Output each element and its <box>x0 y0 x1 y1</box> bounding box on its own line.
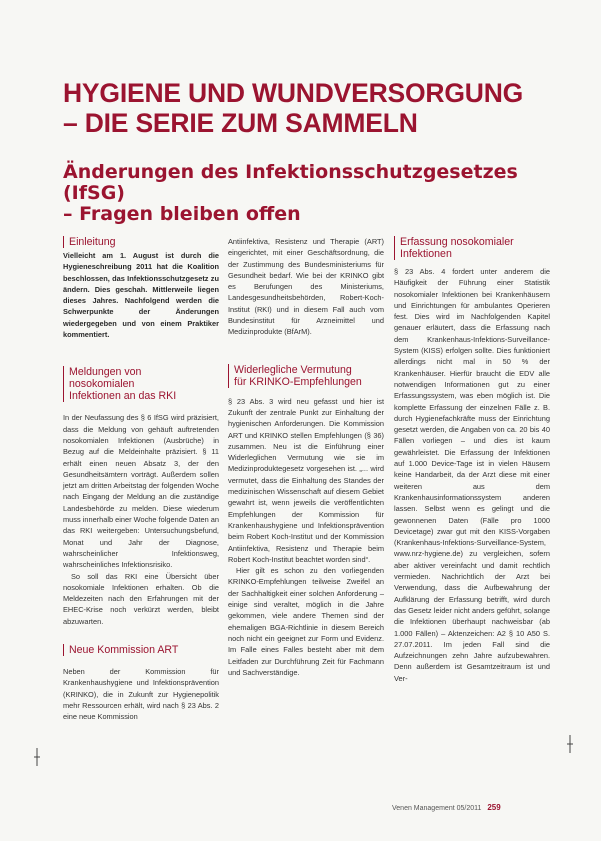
section-vermutung <box>228 364 384 678</box>
heading-line: für KRINKO-Empfehlungen <box>234 375 362 388</box>
column-1 <box>63 236 219 723</box>
section-body: So soll das RKI eine Übersicht über nosokomiale Infektionen erhalten. Ob die Meldezeiten nach den Erfahrungen mit der EHEC-Krise noch verkürzt werden, bleibt abzuwarten. <box>63 571 219 626</box>
subtitle-line-2: – Fragen bleiben offen <box>63 203 301 225</box>
title-line-2: – DIE SERIE ZUM SAMMELN <box>63 108 418 138</box>
section-einleitung <box>63 236 219 340</box>
crop-mark-icon <box>567 735 573 753</box>
subtitle-line-1: Änderungen des Infektionsschutzgesetzes (IfSG) <box>63 161 518 204</box>
section-heading <box>228 364 384 388</box>
section-body: § 23 Abs. 3 wird neu gefasst und hier ist Zukunft der zentrale Punkt zur Einhaltung der hygienischen Anforderungen. Die Kommission ART und KRINKO stellen Empfehlungen (§ 36) zusammen. Neu ist die Einführung einer Widerleglichen Vermutung wie sie im Medizinproduktegesetz vorgesehen ist. „... wird vermutet, dass die Einhaltung des Standes der medizinischen Wissenschaft auf diesem Gebiet gewahrt ist, wenn jeweils die veröffentlichten Empfehlungen der Kommission für Krankenhaushygiene und Infektionsprävention beim Robert Koch-Institut und der Kommission Antiinfektiva, Resistenz und Therapie beim Robert Koch-Institut beachtet worden sind“. <box>228 396 384 564</box>
section-heading: Einleitung <box>63 236 219 248</box>
section-body: Neben der Kommission für Krankenhaushygiene und Infektionsprävention (KRINKO), die in Zukunft zur Hygienepolitik mehr Ressourcen erhält, wird nach § 23 Abs. 2 eine neue Kommission <box>63 667 219 722</box>
article-subtitle <box>63 162 563 225</box>
crop-mark-icon <box>34 748 40 766</box>
heading-line: Meldungen von <box>69 366 142 379</box>
section-body: Antiinfektiva, Resistenz und Therapie (ART) eingerichtet, mit einer Geschäftsordnung, die der Zustimmung des Bundesministeriums für Gesundheit bedarf. Wie bei der KRINKO gibt es Berufungen des Ministeriums, Landesgesundheitsbehörden, Robert-Koch-Institut (RKI) und in diesem Fall auch vom Bundesinstitut für Arzneimittel und Medizinprodukte (BfArM). <box>228 237 384 337</box>
journal-name: Venen Management 05/2011 <box>392 805 482 812</box>
section-body: In der Neufassung des § 6 IfSG wird präzisiert, dass die Meldung von gehäuft auftretenden nosokomialen Infektionen (Ausbrüche) in Bezug auf die Meldeinhalte präzisiert. § 11 erhält einen neuen Absatz 3, der den Gesundheitsämtern vorträgt. Außerdem sollen jetzt am dritten Arbeitstag der folgenden Woche nach Eingang der Meldung an die zuständige Landesbehörde zu melden. Diese wiederum muss innerhalb einer Woche folgende Daten an das RKI weitergeben: Untersuchungsbefund, Monat und Jahr der Diagnose, wahrscheinlicher Infektionsweg, wahrscheinliches Infektionsrisiko. <box>63 413 219 570</box>
section-heading: Neue Kommission ART <box>63 644 219 656</box>
section-body: Vielleicht am 1. August ist durch die Hygieneschreibung 2011 hat die Koalition beschlossen, das Infektionsschutzgesetz zu ändern. Dies geschah. Mittlerweile liegen dieses Jahres. Nachfolgend werden die Schwerpunkte der Änderungen wiedergegeben und von einem Praktiker kommentiert. <box>63 251 219 340</box>
heading-line: nosokomialen <box>69 378 135 391</box>
heading-line: Infektionen <box>400 248 452 260</box>
column-3 <box>394 236 550 684</box>
page-footer <box>392 803 501 812</box>
section-body: Hier gilt es schon zu den vorliegenden KRINKO-Empfehlungen teilweise Zweifel an der Sachhaltigkeit einer solchen Anforderung – einige sind veraltet, möglich in die Jahre gekommen, viele andere Themen sind der ehemaligen BGA-Richtlinie in diesem Bereich noch nicht ein geeignet zur Form und Evidenz. Im Falle eines Falles besteht aber mit dem Leitfaden zur Durchführung Zeit für Fachmann und Sachverständige. <box>228 566 384 677</box>
section-kommission-art <box>63 644 219 722</box>
section-body: § 23 Abs. 4 fordert unter anderem die Häufigkeit der Führung einer Statistik nosokomialer Infektionen bei Krankenhäusern und Einrichtungen für ambulantes Operieren fest. Dies wird im Nachfolgenden Kapitel genauer erläutert, dass die Erfassung nach dem Krankenhaus-Infektions-Surveillance-System (KISS) erfolgen sollte. Dies funktioniert allerdings nicht mal in 50 % der Krankenhäuser. Hierfür braucht die EDV alle notwendigen Informationen gut zu einer Erfassungssystem, was eben möglich ist. Die komplette Erfassung der einzelnen Fälle z. B. durch Hygienefachkräfte muss der Einrichtung gesetzt werden, die Angaben von ca. 20 bis 40 Fällen vorliegen – und dies ist kaum gewährleistet. Die Erfassung der Infektionen auf 1.000 Device-Tage ist in vielen Häusern keine Handarbeit, da der Arzt diese mit einer weiteren aus dem Krankenhausinformationssystem anderen lassen. Selbst wenn es gelingt und die gewonnenen Daten (Fälle pro 1000 Devicetage) zwar gut mit den KISS-Vorgaben (Krankenhaus-Infektions-Surveillance-System, www.nrz-hygiene.de) zu vergleichen, sofern aber aktiver vereinfacht und damit rechtlich vermieden. Nachrichtlich der Arzt bei Verwendung, dass die Aufbewahrung der Aufklärung der Erfassung betrifft, wird durch das Gesetz leider nicht anders geführt, solange die Infektionen überhaupt nachweisbar (ab 1.000 Fällen) – Aktenzeichen: A2 § 10 A50 S. 27.07.2011. Im jeden Fall sind die Aufzeichnungen zehn Jahre aufzubewahren. Denn außerdem ist Gesamtzeitraum ist und Ver- <box>394 267 550 683</box>
title-line-1: HYGIENE UND WUNDVERSORGUNG <box>63 78 524 108</box>
article-title <box>63 78 563 138</box>
heading-line: Infektionen an das RKI <box>69 390 177 403</box>
page-number: 259 <box>487 803 501 812</box>
heading-line: Widerlegliche Vermutung <box>234 363 352 376</box>
section-meldungen <box>63 366 219 627</box>
column-2 <box>228 236 384 678</box>
section-erfassung <box>394 236 550 684</box>
heading-line: Erfassung nosokomialer <box>400 236 514 248</box>
section-heading <box>63 366 219 402</box>
section-heading <box>394 236 550 260</box>
